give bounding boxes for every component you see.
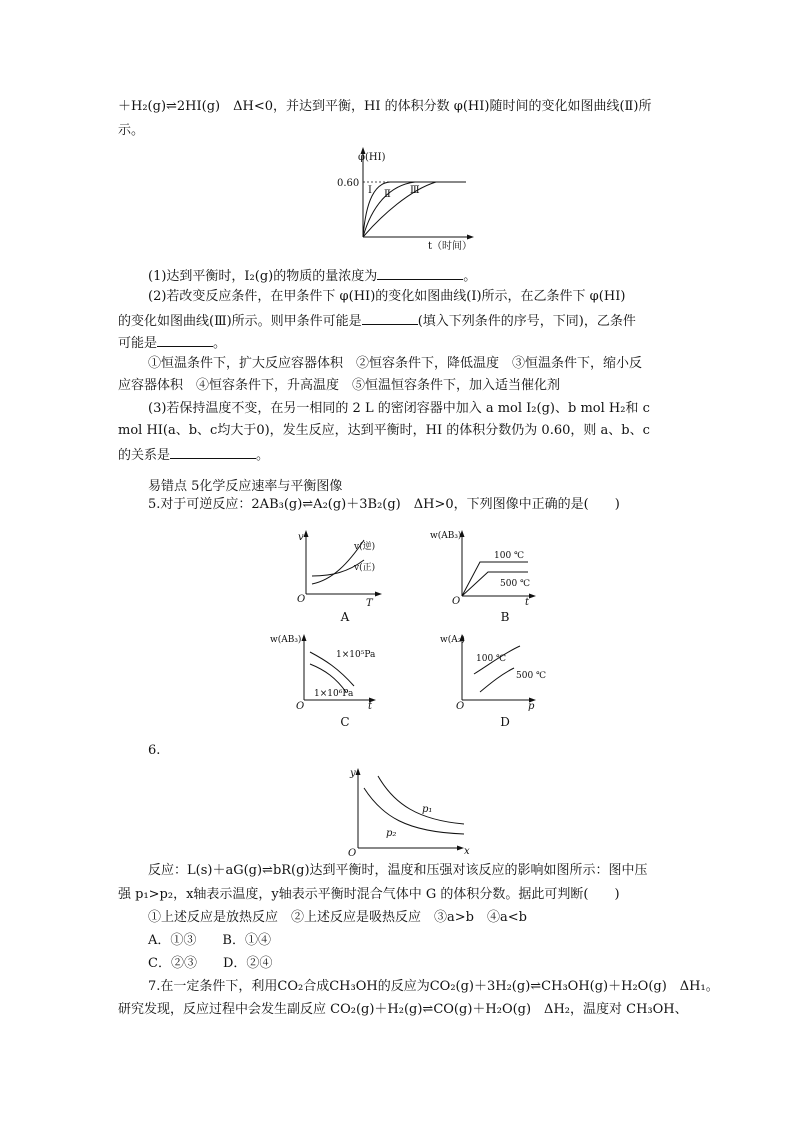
problem6-stem-line1: 反应：L(s)＋aG(g)⇌bR(g)达到平衡时，温度和压强对该反应的影响如图所示：图中压	[148, 863, 648, 878]
problem6-statements: ①上述反应是放热反应 ②上述反应是吸热反应 ③a>b ④a<b	[148, 910, 527, 925]
graph-a-origin: O	[297, 594, 306, 605]
graph-c-xlabel: t	[368, 701, 373, 712]
graph-p-xlabel: x	[464, 846, 470, 857]
problem6-stem-line2: 强 p₁>p₂，x轴表示温度，y轴表示平衡时混合气体中 G 的体积分数。据此可判断( )	[118, 887, 620, 902]
answer-blank-jia[interactable]	[362, 310, 418, 325]
problem4-q2-line2: 的变化如图曲线(Ⅲ)所示。则甲条件可能是 (填入下列条件的序号，下同)，乙条件	[118, 310, 636, 331]
answer-blank-q3[interactable]	[170, 444, 256, 459]
problem5-stem: 5.对于可逆反应：2AB₃(g)⇌A₂(g)＋3B₂(g) ΔH>0，下列图像中正确的是( )	[148, 497, 620, 512]
hi-graph-xlabel: t（时间）	[428, 241, 473, 252]
graph-a-caption: A	[340, 610, 350, 624]
graph-a-label-fwd: v(正)	[354, 563, 376, 573]
graph-p-label-p1: p₁	[422, 804, 433, 815]
problem6-choices-line2: C．②③ D．②④	[148, 956, 273, 971]
graph-a-ylabel: v	[298, 532, 304, 543]
graph-p-label-p2: p₂	[386, 828, 397, 839]
graph-c-label-bottom: 1×10⁶Pa	[314, 689, 354, 699]
curve-label-3: Ⅲ	[410, 185, 420, 196]
graph-b-caption: B	[500, 610, 510, 624]
graph-p-ylabel: y	[350, 768, 356, 779]
hi-fraction-graph	[330, 145, 480, 255]
hi-graph-ylabel: φ(HI)	[358, 152, 386, 163]
problem7-line1: 7.在一定条件下，利用CO₂合成CH₃OH的反应为CO₂(g)＋3H₂(g)⇌CH₃OH(g)＋H₂O(g) ΔH₁。	[148, 979, 719, 994]
graph-b	[430, 526, 540, 608]
graph-c-caption: C	[340, 715, 350, 729]
problem4-options-line2: 应容器体积 ④恒容条件下，升高温度 ⑤恒温恒容条件下，加入适当催化剂	[118, 378, 561, 393]
problem6-choices-line1: A．①③ B．①④	[148, 933, 271, 948]
graph-b-ylabel: w(AB₃)	[430, 531, 462, 541]
graph-a-label-rev: v(逆)	[354, 542, 376, 552]
graph-d-origin: O	[456, 701, 465, 712]
graph-c-ylabel: w(AB₃)	[270, 635, 302, 645]
section-title: 易错点 5化学反应速率与平衡图像	[148, 479, 343, 494]
problem4-q3-line2: mol HI(a、b、c均大于0)，发生反应，达到平衡时，HI 的体积分数仍为 0.60，则 a、b、c	[118, 423, 650, 438]
graph-d-xlabel: p	[528, 701, 535, 712]
problem6-number: 6.	[148, 743, 161, 758]
problem4-q3-line3: 的关系是 。	[118, 444, 269, 465]
problem4-intro-line2: 示。	[118, 123, 145, 138]
graph-d-caption: D	[500, 715, 510, 729]
graph-b-label-high: 100 ℃	[494, 551, 525, 561]
problem4-q2-line1: (2)若改变反应条件，在甲条件下 φ(HI)的变化如图曲线(Ⅰ)所示，在乙条件下 φ(HI)	[148, 289, 626, 304]
graph-c-label-top: 1×10⁵Pa	[336, 650, 376, 660]
graph-p	[344, 764, 474, 859]
graph-b-xlabel: t	[525, 597, 530, 608]
curve-label-2: Ⅱ	[384, 189, 391, 200]
graph-a	[292, 528, 392, 608]
graph-a-xlabel: T	[366, 598, 373, 609]
hi-graph-ytick: 0.60	[337, 178, 360, 189]
curve-label-1: Ⅰ	[368, 185, 372, 196]
answer-blank-yi[interactable]	[157, 332, 213, 347]
problem7-line2: 研究发现，反应过程中会发生副反应 CO₂(g)＋H₂(g)⇌CO(g)＋H₂O(g) ΔH₂，温度对 CH₃OH、	[118, 1002, 688, 1017]
graph-d-label-b: 500 ℃	[516, 671, 547, 681]
problem4-q2-line3: 可能是 。	[118, 332, 226, 353]
graph-d-label-a: 100 ℃	[476, 654, 507, 664]
problem4-options-line1: ①恒温条件下，扩大反应容器体积 ②恒容条件下，降低温度 ③恒温条件下，缩小反	[148, 356, 643, 371]
answer-blank-q1[interactable]	[377, 265, 463, 280]
graph-c	[270, 630, 382, 712]
graph-b-label-low: 500 ℃	[500, 579, 531, 589]
problem4-q1: (1)达到平衡时，I₂(g)的物质的量浓度为 。	[148, 265, 476, 286]
graph-b-origin: O	[452, 596, 461, 607]
problem4-intro-line1: ＋H₂(g)⇌2HI(g) ΔH<0，并达到平衡，HI 的体积分数 φ(HI)随时间的变化如图曲线(Ⅱ)所	[118, 99, 652, 114]
graph-d	[430, 630, 547, 712]
graph-c-origin: O	[296, 701, 305, 712]
graph-p-origin: O	[348, 848, 357, 859]
problem4-q3-line1: (3)若保持温度不变，在另一相同的 2 L 的密闭容器中加入 a mol I₂(g)、b mol H₂和 c	[148, 401, 650, 416]
graph-d-ylabel: w(A₂)	[440, 635, 465, 645]
